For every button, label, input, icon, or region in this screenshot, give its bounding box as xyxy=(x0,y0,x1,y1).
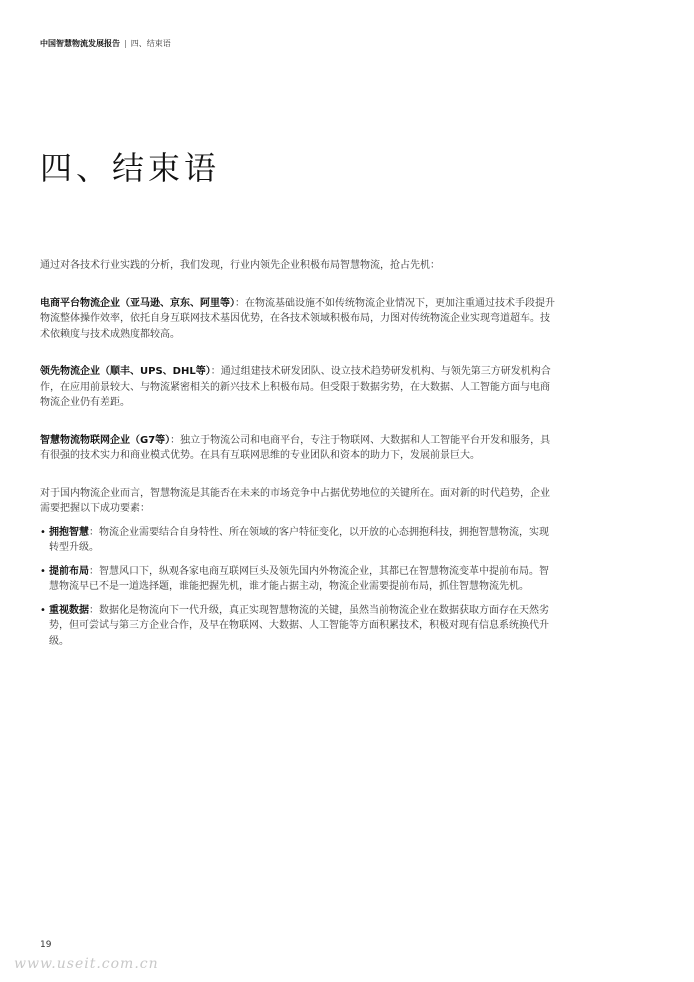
paragraph-ecommerce xyxy=(40,296,556,343)
page-title: 四、结束语 xyxy=(40,149,221,187)
header-section: 四、结束语 xyxy=(130,39,171,48)
paragraph-text: ：独立于物流公司和电商平台，专注于物联网、大数据和人工智能平台开发和服务，具有很强的技术实力和商业模式优势。在具有互联网思维的专业团队和资本的助力下，发展前景巨大。 xyxy=(40,434,551,461)
report-title: 中国智慧物流发展报告 xyxy=(40,39,120,48)
intro-paragraph: 通过对各技术行业实践的分析，我们发现，行业内领先企业积极布局智慧物流，抢占先机： xyxy=(40,260,440,271)
watermark: www.useit.com.cn xyxy=(14,956,159,972)
list-item-heading: 提前布局 xyxy=(49,565,89,577)
bullet-icon: • xyxy=(40,604,46,616)
list-item xyxy=(40,603,556,650)
header-separator: | xyxy=(124,39,127,48)
paragraph-heading: 电商平台物流企业（亚马逊、京东、阿里等） xyxy=(40,297,235,309)
paragraph-text: ：通过组建技术研发团队、设立技术趋势研发机构、与领先第三方研发机构合作，在应用前景较大、与物流紧密相关的新兴技术上积极布局。但受限于数据劣势，在大数据、人工智能方面与电商物流企业仍有差距。 xyxy=(40,366,551,408)
paragraph-heading: 领先物流企业（顺丰、UPS、DHL等） xyxy=(40,366,211,377)
paragraph-leading-logistics xyxy=(40,364,556,411)
running-header xyxy=(40,38,171,50)
list-item-text: ：物流企业需要结合自身特性、所在领域的客户特征变化，以开放的心态拥抱科技，拥抱智慧物流，实现转型升级。 xyxy=(49,526,549,553)
list-item xyxy=(40,564,556,595)
body-content xyxy=(40,258,556,657)
list-item-heading: 拥抱智慧 xyxy=(49,526,89,538)
success-factors-list xyxy=(40,525,556,650)
list-item-heading: 重视数据 xyxy=(49,604,89,616)
paragraph-text: ：在物流基础设施不如传统物流企业情况下，更加注重通过技术手段提升物流整体操作效率，依托自身互联网技术基因优势，在各技术领域积极布局，力图对传统物流企业实现弯道超车。技术依赖度与技术成熟度都较高。 xyxy=(40,297,555,340)
bullet-icon: • xyxy=(40,565,46,577)
list-item xyxy=(40,525,556,556)
paragraph-heading: 智慧物流物联网企业（G7等） xyxy=(40,434,171,446)
paragraph-iot xyxy=(40,433,556,464)
closing-paragraph: 对于国内物流企业而言，智慧物流是其能否在未来的市场竞争中占据优势地位的关键所在。面对新的时代趋势，企业需要把握以下成功要素： xyxy=(40,487,550,514)
list-item-text: ：数据化是物流向下一代升级，真正实现智慧物流的关键，虽然当前物流企业在数据获取方面存在天然劣势，但可尝试与第三方企业合作，及早在物联网、大数据、人工智能等方面积累技术，积极对现有信息系统换代升级。 xyxy=(49,604,549,647)
page-number: 19 xyxy=(40,940,52,950)
list-item-text: ：智慧风口下，纵观各家电商互联网巨头及领先国内外物流企业，其都已在智慧物流变革中提前布局。智慧物流早已不是一道选择题，谁能把握先机，谁才能占据主动，物流企业需要提前布局，抓住智慧物流先机。 xyxy=(49,565,549,592)
bullet-icon: • xyxy=(40,526,46,538)
